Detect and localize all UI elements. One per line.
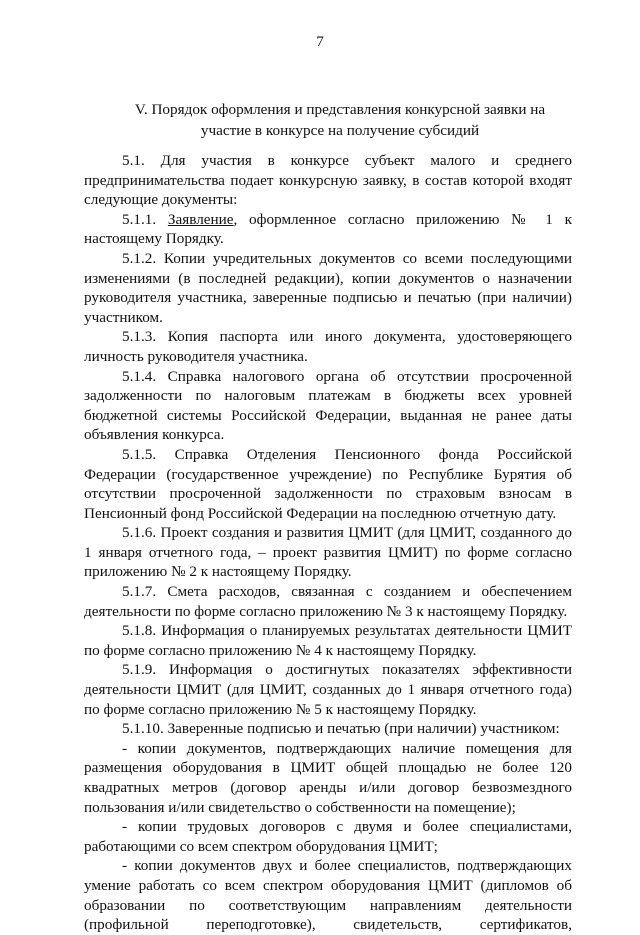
paragraph-5-1-8: 5.1.8. Информация о планируемых результатах деятельности ЦМИТ по форме согласно приложению № 4 к настоящему Порядку. bbox=[84, 622, 572, 659]
list-item-specialist-documents: - копии документов двух и более специалистов, подтверждающих умение работать со всем спектром оборудования ЦМИТ (дипломов об образовании по соответствующим направлениям деятельности (профильной переподготовке), свидетельств, сертификатов, bbox=[84, 857, 572, 934]
paragraph-5-1-4: 5.1.4. Справка налогового органа об отсутствии просроченной задолженности по налоговым платежам в бюджеты всех уровней бюджетной системы Российской Федерации, выданная не ранее даты объявления конкурса. bbox=[84, 367, 572, 444]
paragraph-5-1-6: 5.1.6. Проект создания и развития ЦМИТ (для ЦМИТ, созданного до 1 января отчетного года, – проект развития ЦМИТ) по форме согласно приложению № 2 к настоящему Порядку. bbox=[84, 524, 572, 581]
paragraph-5-1-1-num: 5.1.1. bbox=[122, 210, 168, 228]
paragraph-5-1-1-rest: , оформленное согласно приложению № 1 к настоящему Порядку. bbox=[84, 210, 573, 248]
paragraph-5-1-1 bbox=[84, 210, 572, 249]
list-item-labor-contracts: - копии трудовых договоров с двумя и более специалистами, работающими со всем спектром оборудования ЦМИТ; bbox=[84, 818, 572, 855]
paragraph-5-1: 5.1. Для участия в конкурсе субъект малого и среднего предпринимательства подает конкурсную заявку, в состав которой входят следующие документы: bbox=[84, 152, 572, 209]
page-number: 7 bbox=[316, 34, 324, 50]
paragraph-5-1-7: 5.1.7. Смета расходов, связанная с созданием и обеспечением деятельности по форме согласно приложению № 3 к настоящему Порядку. bbox=[84, 583, 572, 620]
list-item-premises: - копии документов, подтверждающих наличие помещения для размещения оборудования в ЦМИТ общей площадью не более 120 квадратных метров (договор аренды и/или договор безвозмездного пользования и/или свидетельство о собственности на помещение); bbox=[84, 739, 572, 816]
section-title bbox=[70, 99, 610, 141]
paragraph-5-1-2: 5.1.2. Копии учредительных документов со всеми последующими изменениями (в последней редакции), копии документов о назначении руководителя участника, заверенные подписью и печатью (при наличии) участником. bbox=[84, 249, 572, 326]
paragraph-5-1-9: 5.1.9. Информация о достигнутых показателях эффективности деятельности ЦМИТ (для ЦМИТ, созданных до 1 января отчетного года) по форме согласно приложению № 5 к настоящему Порядку. bbox=[84, 661, 572, 718]
document-body bbox=[84, 151, 572, 935]
paragraph-5-1-3: 5.1.3. Копия паспорта или иного документа, удостоверяющего личность руководителя участника. bbox=[84, 328, 572, 365]
statement-link[interactable]: Заявление bbox=[167, 210, 234, 228]
section-title-line-2: участие в конкурсе на получение субсидий bbox=[200, 122, 480, 139]
section-title-line-1: V. Порядок оформления и представления конкурсной заявки на bbox=[134, 101, 546, 118]
paragraph-5-1-10: 5.1.10. Заверенные подписью и печатью (при наличии) участником: bbox=[122, 720, 560, 738]
paragraph-5-1-5: 5.1.5. Справка Отделения Пенсионного фонда Российской Федерации (государственное учреждение) по Республике Бурятия об отсутствии просроченной задолженности по страховым взносам в Пенсионный фонд Российской Федерации на последнюю отчетную дату. bbox=[84, 445, 572, 522]
